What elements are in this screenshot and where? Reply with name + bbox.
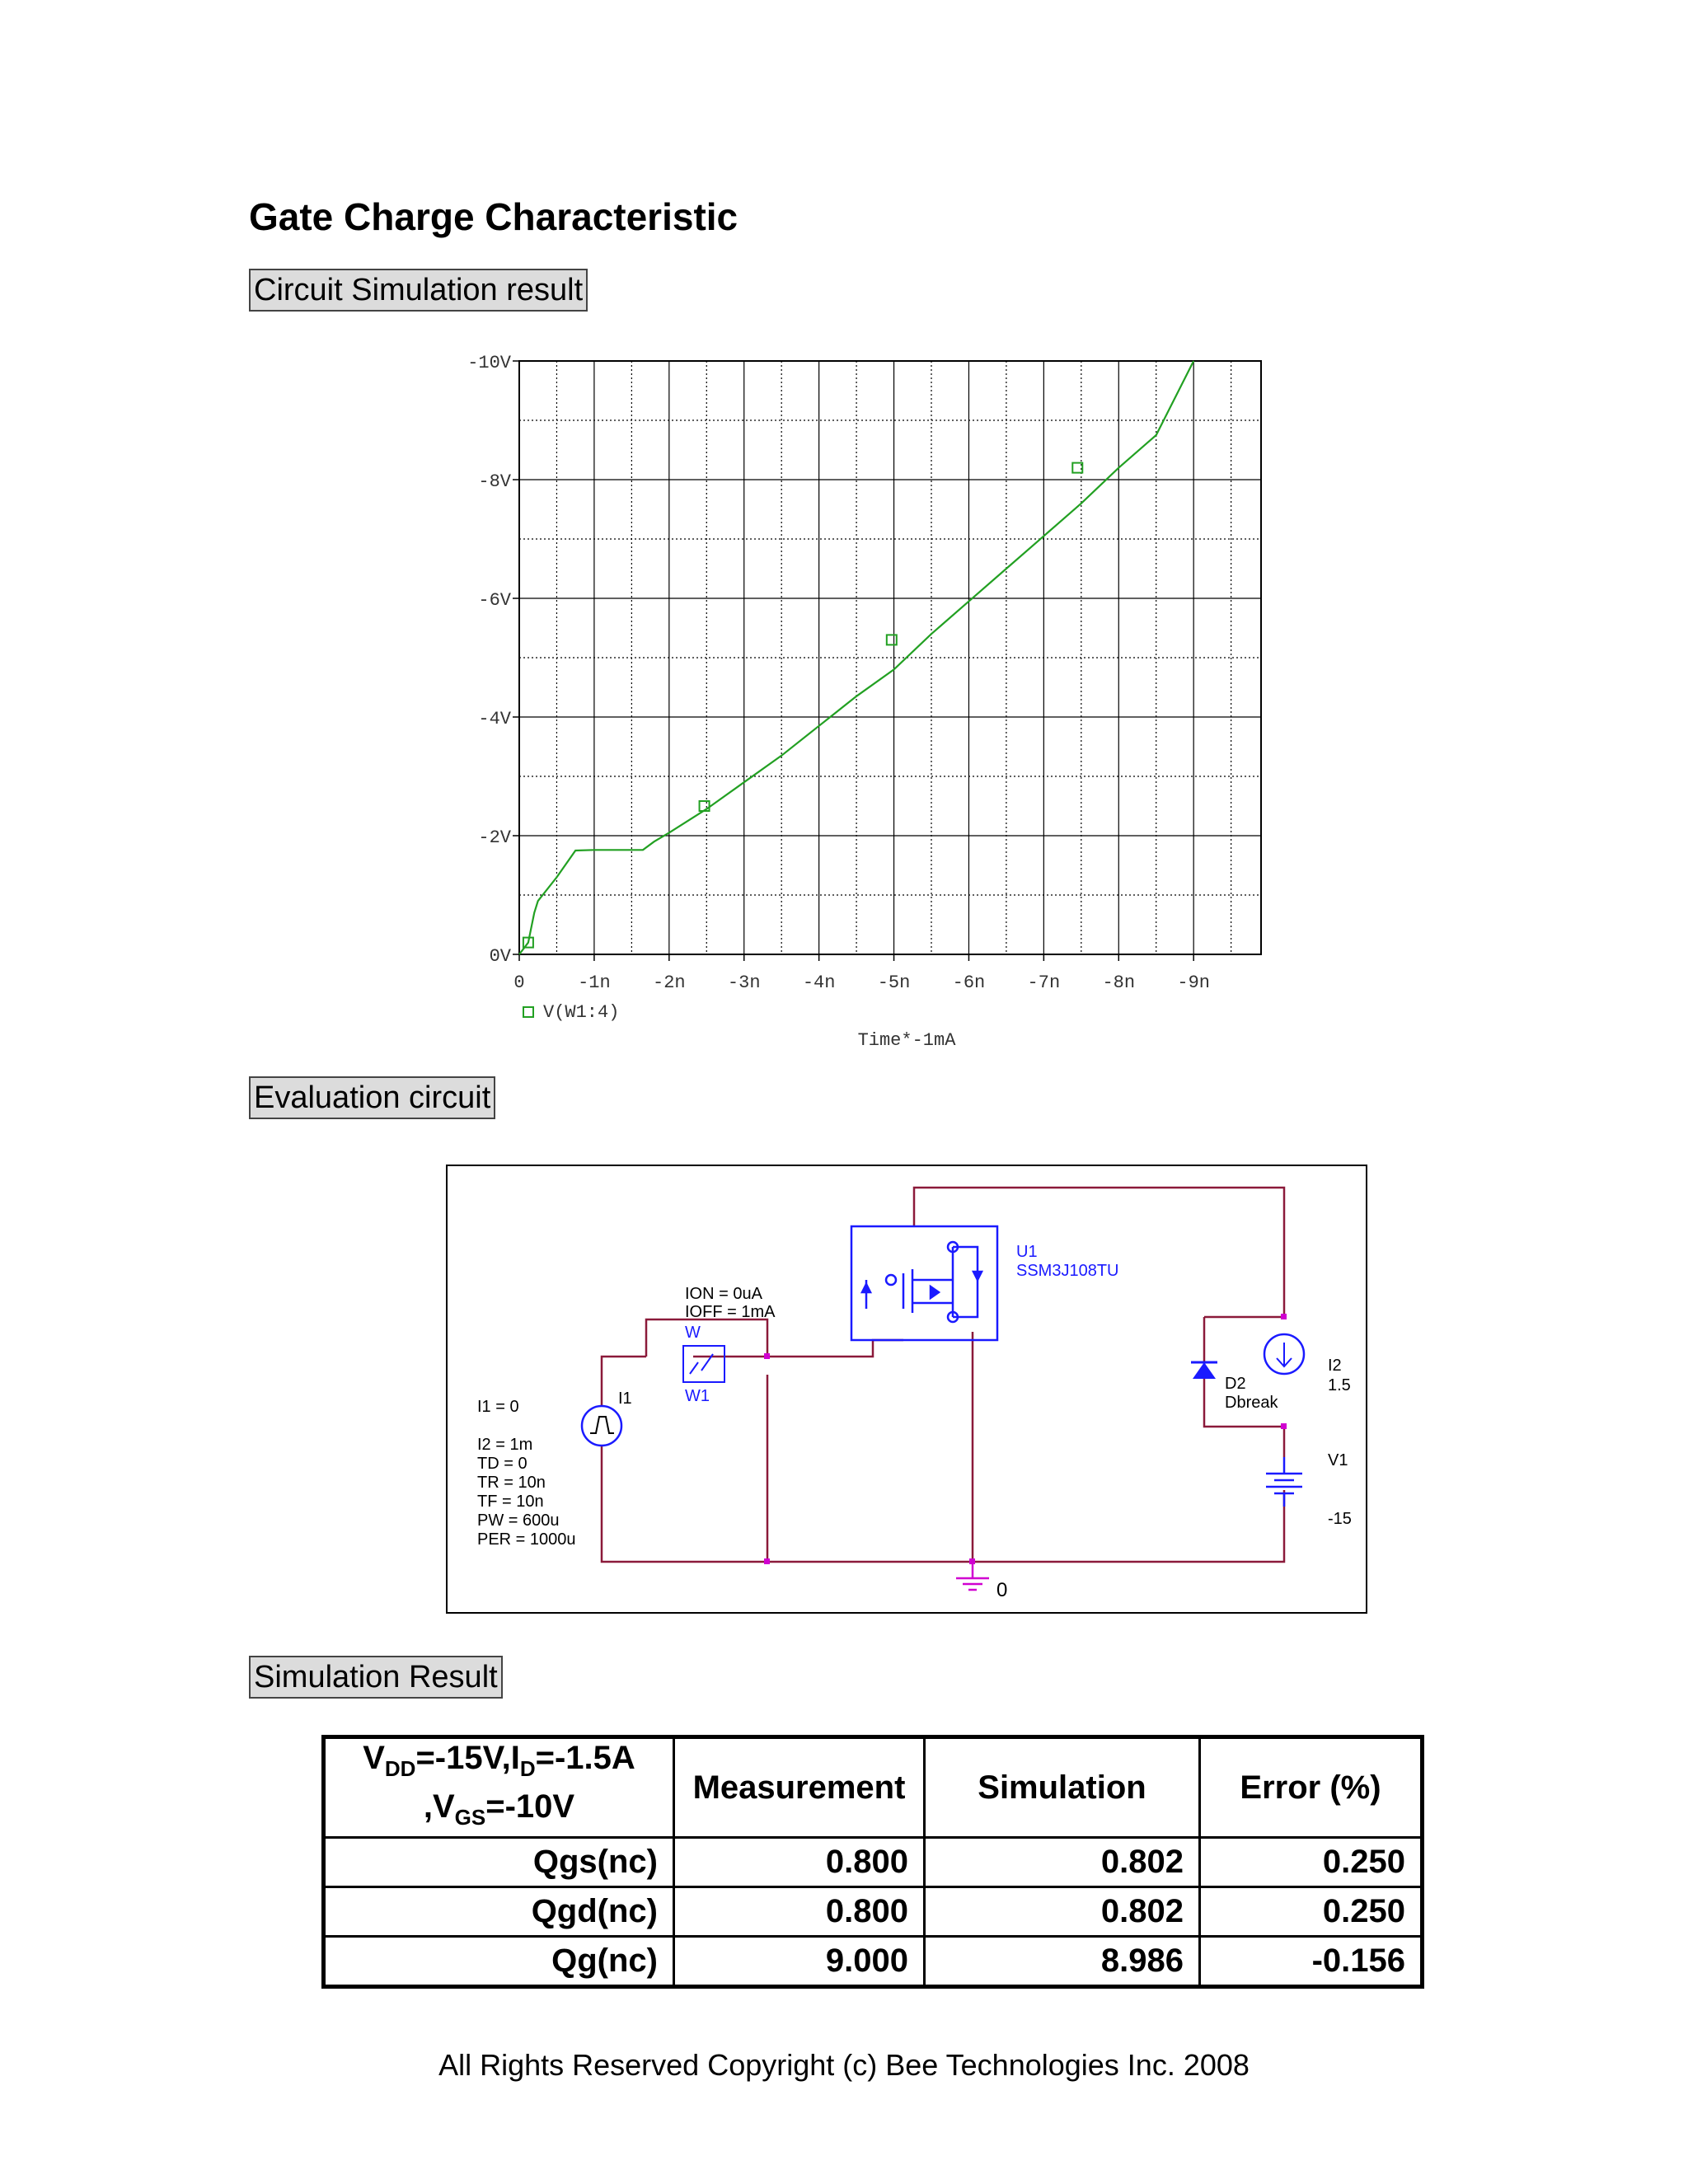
table-row — [324, 1887, 1423, 1937]
v1-ref: V1 — [1328, 1451, 1348, 1469]
y-tick-label: -6V — [478, 590, 511, 611]
x-tick-label: -2n — [653, 972, 686, 993]
simulation-cell: 0.802 — [925, 1887, 1200, 1937]
ground-label: 0 — [996, 1579, 1008, 1601]
x-tick-label: -7n — [1027, 972, 1061, 993]
series-marker — [887, 635, 897, 644]
error-cell: -0.156 — [1200, 1937, 1423, 1987]
condition-header: $V_{DD}=-15V,I_D=-1.5A$ $,V_{GS}=-10V$ — [324, 1737, 674, 1838]
x-tick-label: -8n — [1102, 972, 1136, 993]
measurement-header: Measurement — [674, 1737, 925, 1838]
svg-text:PW = 600u: PW = 600u — [477, 1511, 560, 1530]
x-axis-ticks — [513, 954, 1210, 993]
measurement-cell: 9.000 — [674, 1937, 925, 1987]
page-title: Gate Charge Characteristic — [249, 195, 738, 238]
table-row — [324, 1937, 1423, 1987]
diode-part: Dbreak — [1225, 1394, 1278, 1412]
switch-ref: W1 — [685, 1387, 710, 1405]
y-tick-label: 0V — [489, 946, 511, 967]
y-axis-ticks — [467, 353, 519, 967]
switch-ion: ION = 0uA — [685, 1285, 762, 1303]
measurement-cell: 0.800 — [674, 1838, 925, 1887]
simulation-header: Simulation — [925, 1737, 1200, 1838]
section-label-simulation: Circuit Simulation result — [249, 269, 588, 312]
error-cell: 0.250 — [1200, 1838, 1423, 1887]
legend-label: V(W1:4) — [543, 1002, 620, 1023]
copyright-footer: All Rights Reserved Copyright (c) Bee Technologies Inc. 2008 — [438, 2048, 1250, 2082]
svg-text:I2 = 1m: I2 = 1m — [477, 1436, 533, 1454]
error-header: Error (%) — [1200, 1737, 1423, 1838]
x-tick-label: -6n — [952, 972, 986, 993]
mosfet-part: SSM3J108TU — [1016, 1262, 1119, 1280]
x-tick-label: -4n — [802, 972, 836, 993]
i1-ref: I1 — [618, 1390, 632, 1408]
switch-ioff: IOFF = 1mA — [685, 1303, 776, 1321]
x-tick-label: -5n — [877, 972, 911, 993]
simulation-cell: 0.802 — [925, 1838, 1200, 1887]
series-markers — [523, 463, 1082, 948]
x-tick-label: -1n — [578, 972, 611, 993]
section-label-result: Simulation Result — [249, 1656, 503, 1699]
gate-charge-chart — [429, 338, 1319, 1055]
table-header-row — [324, 1737, 1423, 1838]
table-row — [324, 1838, 1423, 1887]
x-axis-label: Time*-1mA — [857, 1030, 956, 1051]
y-tick-label: -4V — [478, 709, 511, 729]
svg-text:TR = 10n: TR = 10n — [477, 1474, 546, 1492]
switch-part: W — [685, 1324, 701, 1342]
measurement-cell: 0.800 — [674, 1887, 925, 1937]
y-tick-label: -8V — [478, 471, 511, 492]
svg-text:TF = 10n: TF = 10n — [477, 1493, 544, 1511]
param-cell: Qgs(nc) — [324, 1838, 674, 1887]
v1-value: -15 — [1328, 1510, 1352, 1528]
diode-ref: D2 — [1225, 1375, 1246, 1393]
legend-marker — [523, 1007, 533, 1017]
x-tick-label: 0 — [513, 972, 525, 993]
i2-value: 1.5 — [1328, 1376, 1351, 1394]
result-table — [321, 1735, 1424, 1989]
svg-text:PER = 1000u: PER = 1000u — [477, 1530, 576, 1549]
x-tick-label: -9n — [1177, 972, 1210, 993]
y-tick-label: -10V — [467, 353, 511, 373]
evaluation-circuit — [446, 1165, 1367, 1614]
svg-text:I1 = 0: I1 = 0 — [477, 1398, 519, 1416]
error-cell: 0.250 — [1200, 1887, 1423, 1937]
simulation-cell: 8.986 — [925, 1937, 1200, 1987]
param-cell: Qgd(nc) — [324, 1887, 674, 1937]
param-cell: Qg(nc) — [324, 1937, 674, 1987]
chart-grid — [519, 361, 1261, 954]
x-tick-label: -3n — [727, 972, 761, 993]
svg-text:TD = 0: TD = 0 — [477, 1455, 528, 1473]
mosfet-ref: U1 — [1016, 1243, 1038, 1261]
y-tick-label: -2V — [478, 827, 511, 848]
i2-ref: I2 — [1328, 1357, 1342, 1375]
section-label-evaluation: Evaluation circuit — [249, 1076, 495, 1119]
